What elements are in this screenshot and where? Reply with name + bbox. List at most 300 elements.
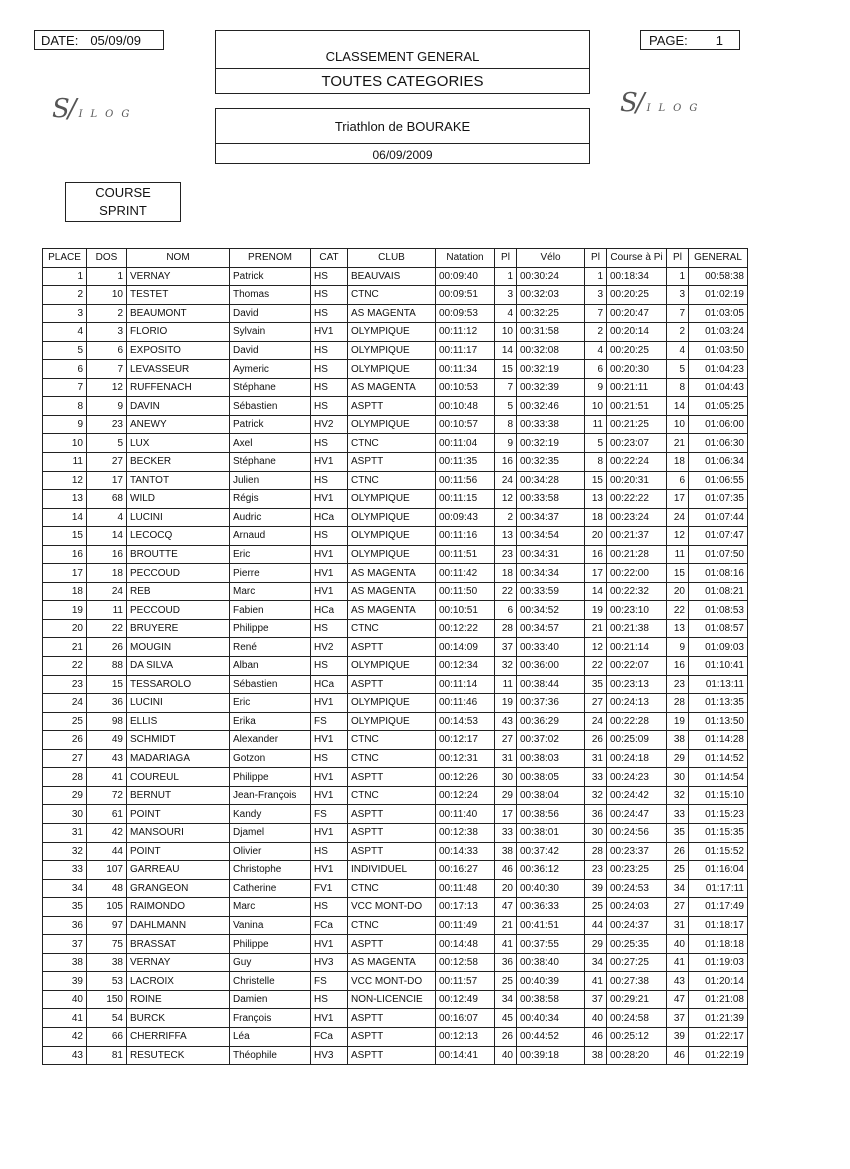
cell-natation: 00:09:43 bbox=[436, 508, 495, 527]
cell-pl-course: 8 bbox=[667, 378, 689, 397]
cell-prenom: Guy bbox=[230, 953, 311, 972]
cell-pl-natation: 19 bbox=[495, 694, 517, 713]
column-header-velo: Vélo bbox=[517, 249, 585, 268]
cell-place: 18 bbox=[43, 582, 87, 601]
cell-place: 7 bbox=[43, 378, 87, 397]
cell-nom: MOUGIN bbox=[127, 638, 230, 657]
cell-natation: 00:12:22 bbox=[436, 619, 495, 638]
cell-pl-natation: 27 bbox=[495, 731, 517, 750]
cell-place: 5 bbox=[43, 341, 87, 360]
cell-velo: 00:37:36 bbox=[517, 694, 585, 713]
cell-course: 00:23:10 bbox=[607, 601, 667, 620]
cell-place: 6 bbox=[43, 360, 87, 379]
cell-general: 01:03:24 bbox=[689, 323, 748, 342]
cell-pl-course: 2 bbox=[667, 323, 689, 342]
cell-velo: 00:38:40 bbox=[517, 953, 585, 972]
cell-club: OLYMPIQUE bbox=[348, 341, 436, 360]
cell-pl-course: 6 bbox=[667, 471, 689, 490]
cell-pl-natation: 28 bbox=[495, 619, 517, 638]
cell-pl-course: 23 bbox=[667, 675, 689, 694]
cell-natation: 00:11:14 bbox=[436, 675, 495, 694]
cell-prenom: Fabien bbox=[230, 601, 311, 620]
cell-place: 33 bbox=[43, 861, 87, 880]
cell-velo: 00:37:55 bbox=[517, 935, 585, 954]
cell-place: 14 bbox=[43, 508, 87, 527]
cell-pl-natation: 12 bbox=[495, 490, 517, 509]
cell-prenom: Patrick bbox=[230, 415, 311, 434]
cell-pl-course: 47 bbox=[667, 990, 689, 1009]
cell-cat: FS bbox=[311, 805, 348, 824]
column-header-place: PLACE bbox=[43, 249, 87, 268]
cell-prenom: Philippe bbox=[230, 619, 311, 638]
table-row bbox=[43, 1009, 748, 1028]
cell-natation: 00:14:09 bbox=[436, 638, 495, 657]
cell-prenom: Patrick bbox=[230, 267, 311, 286]
cell-nom: POINT bbox=[127, 842, 230, 861]
cell-dos: 10 bbox=[87, 286, 127, 305]
cell-place: 30 bbox=[43, 805, 87, 824]
cell-natation: 00:16:07 bbox=[436, 1009, 495, 1028]
cell-pl-course: 26 bbox=[667, 842, 689, 861]
cell-nom: BURCK bbox=[127, 1009, 230, 1028]
cell-course: 00:27:25 bbox=[607, 953, 667, 972]
cell-prenom: René bbox=[230, 638, 311, 657]
cell-club: AS MAGENTA bbox=[348, 601, 436, 620]
table-row bbox=[43, 805, 748, 824]
cell-nom: DAVIN bbox=[127, 397, 230, 416]
cell-general: 01:08:53 bbox=[689, 601, 748, 620]
cell-dos: 24 bbox=[87, 582, 127, 601]
cell-course: 00:27:38 bbox=[607, 972, 667, 991]
cell-pl-natation: 7 bbox=[495, 378, 517, 397]
cell-velo: 00:40:34 bbox=[517, 1009, 585, 1028]
cell-club: OLYMPIQUE bbox=[348, 694, 436, 713]
table-row bbox=[43, 434, 748, 453]
column-header-club: CLUB bbox=[348, 249, 436, 268]
cell-general: 01:22:19 bbox=[689, 1046, 748, 1065]
cell-club: ASPTT bbox=[348, 638, 436, 657]
cell-natation: 00:14:33 bbox=[436, 842, 495, 861]
cell-pl-course: 5 bbox=[667, 360, 689, 379]
cell-dos: 88 bbox=[87, 657, 127, 676]
cell-nom: POINT bbox=[127, 805, 230, 824]
cell-pl-natation: 3 bbox=[495, 286, 517, 305]
cell-natation: 00:11:15 bbox=[436, 490, 495, 509]
cell-club: CTNC bbox=[348, 786, 436, 805]
cell-club: NON-LICENCIE bbox=[348, 990, 436, 1009]
course-box bbox=[65, 182, 181, 222]
cell-pl-natation: 21 bbox=[495, 916, 517, 935]
cell-prenom: Jean-François bbox=[230, 786, 311, 805]
cell-natation: 00:16:27 bbox=[436, 861, 495, 880]
cell-club: OLYMPIQUE bbox=[348, 527, 436, 546]
cell-general: 01:15:35 bbox=[689, 823, 748, 842]
cell-pl-natation: 34 bbox=[495, 990, 517, 1009]
page-title: CLASSEMENT GENERAL bbox=[216, 31, 589, 69]
cell-general: 01:07:35 bbox=[689, 490, 748, 509]
cell-pl-course: 30 bbox=[667, 768, 689, 787]
cell-place: 36 bbox=[43, 916, 87, 935]
cell-club: OLYMPIQUE bbox=[348, 490, 436, 509]
page-box bbox=[640, 30, 740, 50]
event-date: 06/09/2009 bbox=[372, 147, 433, 162]
cell-course: 00:24:47 bbox=[607, 805, 667, 824]
table-row bbox=[43, 415, 748, 434]
cell-prenom: Régis bbox=[230, 490, 311, 509]
cell-pl-velo: 19 bbox=[585, 601, 607, 620]
cell-general: 01:06:30 bbox=[689, 434, 748, 453]
cell-pl-course: 14 bbox=[667, 397, 689, 416]
cell-pl-velo: 10 bbox=[585, 397, 607, 416]
table-body bbox=[43, 267, 748, 1065]
cell-place: 3 bbox=[43, 304, 87, 323]
cell-place: 40 bbox=[43, 990, 87, 1009]
table-row bbox=[43, 471, 748, 490]
cell-cat: HV1 bbox=[311, 694, 348, 713]
cell-pl-natation: 40 bbox=[495, 1046, 517, 1065]
cell-place: 17 bbox=[43, 564, 87, 583]
cell-place: 12 bbox=[43, 471, 87, 490]
cell-club: AS MAGENTA bbox=[348, 582, 436, 601]
cell-natation: 00:12:17 bbox=[436, 731, 495, 750]
cell-club: CTNC bbox=[348, 434, 436, 453]
cell-pl-natation: 24 bbox=[495, 471, 517, 490]
cell-nom: VERNAY bbox=[127, 953, 230, 972]
cell-pl-course: 21 bbox=[667, 434, 689, 453]
cell-place: 28 bbox=[43, 768, 87, 787]
cell-club: CTNC bbox=[348, 916, 436, 935]
cell-dos: 75 bbox=[87, 935, 127, 954]
cell-dos: 97 bbox=[87, 916, 127, 935]
cell-pl-velo: 30 bbox=[585, 823, 607, 842]
cell-dos: 3 bbox=[87, 323, 127, 342]
cell-cat: HV1 bbox=[311, 490, 348, 509]
cell-dos: 38 bbox=[87, 953, 127, 972]
table-row bbox=[43, 749, 748, 768]
cell-prenom: Théophile bbox=[230, 1046, 311, 1065]
cell-nom: COUREUL bbox=[127, 768, 230, 787]
table-row bbox=[43, 638, 748, 657]
cell-club: OLYMPIQUE bbox=[348, 323, 436, 342]
cell-course: 00:21:25 bbox=[607, 415, 667, 434]
cell-natation: 00:12:26 bbox=[436, 768, 495, 787]
cell-place: 35 bbox=[43, 898, 87, 917]
cell-natation: 00:11:04 bbox=[436, 434, 495, 453]
cell-dos: 42 bbox=[87, 823, 127, 842]
cell-nom: RESUTECK bbox=[127, 1046, 230, 1065]
table-row bbox=[43, 694, 748, 713]
cell-pl-velo: 25 bbox=[585, 898, 607, 917]
cell-natation: 00:11:35 bbox=[436, 453, 495, 472]
table-row bbox=[43, 675, 748, 694]
cell-velo: 00:32:25 bbox=[517, 304, 585, 323]
cell-place: 26 bbox=[43, 731, 87, 750]
cell-pl-velo: 2 bbox=[585, 323, 607, 342]
cell-velo: 00:34:52 bbox=[517, 601, 585, 620]
cell-pl-velo: 39 bbox=[585, 879, 607, 898]
cell-course: 00:21:11 bbox=[607, 378, 667, 397]
cell-course: 00:22:28 bbox=[607, 712, 667, 731]
cell-general: 01:14:52 bbox=[689, 749, 748, 768]
cell-prenom: Kandy bbox=[230, 805, 311, 824]
cell-pl-course: 18 bbox=[667, 453, 689, 472]
cell-course: 00:22:24 bbox=[607, 453, 667, 472]
cell-velo: 00:39:18 bbox=[517, 1046, 585, 1065]
cell-pl-natation: 33 bbox=[495, 823, 517, 842]
cell-velo: 00:38:44 bbox=[517, 675, 585, 694]
table-row bbox=[43, 935, 748, 954]
cell-prenom: Christelle bbox=[230, 972, 311, 991]
cell-general: 01:08:21 bbox=[689, 582, 748, 601]
cell-dos: 44 bbox=[87, 842, 127, 861]
cell-velo: 00:36:12 bbox=[517, 861, 585, 880]
column-header-pl-course: Pl bbox=[667, 249, 689, 268]
cell-dos: 49 bbox=[87, 731, 127, 750]
cell-cat: FCa bbox=[311, 916, 348, 935]
cell-prenom: Eric bbox=[230, 694, 311, 713]
cell-natation: 00:09:53 bbox=[436, 304, 495, 323]
cell-place: 8 bbox=[43, 397, 87, 416]
cell-velo: 00:34:54 bbox=[517, 527, 585, 546]
cell-course: 00:23:24 bbox=[607, 508, 667, 527]
cell-course: 00:18:34 bbox=[607, 267, 667, 286]
cell-natation: 00:12:38 bbox=[436, 823, 495, 842]
cell-course: 00:24:56 bbox=[607, 823, 667, 842]
cell-course: 00:23:07 bbox=[607, 434, 667, 453]
cell-pl-course: 9 bbox=[667, 638, 689, 657]
cell-pl-course: 31 bbox=[667, 916, 689, 935]
cell-dos: 43 bbox=[87, 749, 127, 768]
cell-place: 24 bbox=[43, 694, 87, 713]
cell-dos: 61 bbox=[87, 805, 127, 824]
cell-pl-course: 19 bbox=[667, 712, 689, 731]
cell-pl-course: 38 bbox=[667, 731, 689, 750]
cell-cat: HS bbox=[311, 304, 348, 323]
table-row bbox=[43, 786, 748, 805]
cell-general: 01:22:17 bbox=[689, 1027, 748, 1046]
cell-nom: LEVASSEUR bbox=[127, 360, 230, 379]
cell-natation: 00:11:42 bbox=[436, 564, 495, 583]
cell-pl-course: 35 bbox=[667, 823, 689, 842]
cell-pl-course: 32 bbox=[667, 786, 689, 805]
table-row bbox=[43, 601, 748, 620]
cell-club: ASPTT bbox=[348, 768, 436, 787]
cell-course: 00:22:07 bbox=[607, 657, 667, 676]
cell-general: 01:15:23 bbox=[689, 805, 748, 824]
cell-prenom: Sylvain bbox=[230, 323, 311, 342]
cell-cat: HCa bbox=[311, 675, 348, 694]
cell-dos: 6 bbox=[87, 341, 127, 360]
table-row bbox=[43, 527, 748, 546]
cell-club: ASPTT bbox=[348, 805, 436, 824]
cell-pl-velo: 20 bbox=[585, 527, 607, 546]
cell-natation: 00:11:50 bbox=[436, 582, 495, 601]
cell-place: 34 bbox=[43, 879, 87, 898]
cell-natation: 00:11:57 bbox=[436, 972, 495, 991]
cell-cat: HS bbox=[311, 434, 348, 453]
column-header-pl-velo: Pl bbox=[585, 249, 607, 268]
cell-place: 27 bbox=[43, 749, 87, 768]
cell-cat: HV1 bbox=[311, 323, 348, 342]
cell-course: 00:23:13 bbox=[607, 675, 667, 694]
cell-pl-velo: 9 bbox=[585, 378, 607, 397]
cell-cat: HS bbox=[311, 898, 348, 917]
cell-velo: 00:38:03 bbox=[517, 749, 585, 768]
cell-pl-natation: 37 bbox=[495, 638, 517, 657]
cell-velo: 00:34:37 bbox=[517, 508, 585, 527]
cell-dos: 11 bbox=[87, 601, 127, 620]
cell-velo: 00:38:58 bbox=[517, 990, 585, 1009]
cell-velo: 00:31:58 bbox=[517, 323, 585, 342]
cell-course: 00:24:53 bbox=[607, 879, 667, 898]
cell-dos: 68 bbox=[87, 490, 127, 509]
table-row bbox=[43, 898, 748, 917]
cell-pl-velo: 17 bbox=[585, 564, 607, 583]
cell-prenom: David bbox=[230, 304, 311, 323]
cell-general: 01:20:14 bbox=[689, 972, 748, 991]
cell-prenom: Pierre bbox=[230, 564, 311, 583]
cell-club: ASPTT bbox=[348, 935, 436, 954]
cell-pl-natation: 13 bbox=[495, 527, 517, 546]
cell-nom: FLORIO bbox=[127, 323, 230, 342]
cell-course: 00:24:58 bbox=[607, 1009, 667, 1028]
cell-place: 43 bbox=[43, 1046, 87, 1065]
table-row bbox=[43, 842, 748, 861]
cell-natation: 00:12:13 bbox=[436, 1027, 495, 1046]
cell-pl-natation: 20 bbox=[495, 879, 517, 898]
cell-prenom: Philippe bbox=[230, 935, 311, 954]
cell-pl-velo: 32 bbox=[585, 786, 607, 805]
cell-general: 01:13:50 bbox=[689, 712, 748, 731]
cell-dos: 1 bbox=[87, 267, 127, 286]
cell-pl-course: 15 bbox=[667, 564, 689, 583]
cell-prenom: Audric bbox=[230, 508, 311, 527]
cell-pl-natation: 16 bbox=[495, 453, 517, 472]
cell-velo: 00:37:02 bbox=[517, 731, 585, 750]
cell-pl-velo: 3 bbox=[585, 286, 607, 305]
cell-natation: 00:11:12 bbox=[436, 323, 495, 342]
cell-general: 01:06:34 bbox=[689, 453, 748, 472]
cell-pl-course: 12 bbox=[667, 527, 689, 546]
cell-cat: HS bbox=[311, 267, 348, 286]
cell-club: ASPTT bbox=[348, 675, 436, 694]
cell-nom: LUCINI bbox=[127, 508, 230, 527]
cell-nom: REB bbox=[127, 582, 230, 601]
cell-dos: 81 bbox=[87, 1046, 127, 1065]
cell-course: 00:23:37 bbox=[607, 842, 667, 861]
cell-club: CTNC bbox=[348, 286, 436, 305]
cell-course: 00:25:35 bbox=[607, 935, 667, 954]
cell-pl-velo: 24 bbox=[585, 712, 607, 731]
cell-natation: 00:11:17 bbox=[436, 341, 495, 360]
cell-place: 31 bbox=[43, 823, 87, 842]
cell-velo: 00:32:19 bbox=[517, 360, 585, 379]
cell-dos: 150 bbox=[87, 990, 127, 1009]
cell-course: 00:21:51 bbox=[607, 397, 667, 416]
cell-place: 41 bbox=[43, 1009, 87, 1028]
cell-dos: 26 bbox=[87, 638, 127, 657]
cell-velo: 00:33:38 bbox=[517, 415, 585, 434]
cell-velo: 00:33:59 bbox=[517, 582, 585, 601]
cell-cat: HV3 bbox=[311, 953, 348, 972]
cell-cat: HS bbox=[311, 286, 348, 305]
event-name: Triathlon de BOURAKE bbox=[216, 109, 589, 144]
cell-pl-velo: 29 bbox=[585, 935, 607, 954]
cell-nom: LACROIX bbox=[127, 972, 230, 991]
cell-dos: 16 bbox=[87, 545, 127, 564]
cell-dos: 22 bbox=[87, 619, 127, 638]
cell-pl-natation: 46 bbox=[495, 861, 517, 880]
cell-prenom: Christophe bbox=[230, 861, 311, 880]
cell-nom: MANSOURI bbox=[127, 823, 230, 842]
cell-nom: CHERRIFFA bbox=[127, 1027, 230, 1046]
cell-general: 01:21:39 bbox=[689, 1009, 748, 1028]
cell-cat: HCa bbox=[311, 508, 348, 527]
column-header-dos: DOS bbox=[87, 249, 127, 268]
column-header-nom: NOM bbox=[127, 249, 230, 268]
cell-place: 22 bbox=[43, 657, 87, 676]
cell-pl-natation: 23 bbox=[495, 545, 517, 564]
cell-pl-velo: 22 bbox=[585, 657, 607, 676]
table-row bbox=[43, 879, 748, 898]
cell-dos: 4 bbox=[87, 508, 127, 527]
cell-general: 01:04:43 bbox=[689, 378, 748, 397]
cell-pl-velo: 1 bbox=[585, 267, 607, 286]
cell-cat: HS bbox=[311, 619, 348, 638]
cell-velo: 00:34:31 bbox=[517, 545, 585, 564]
cell-pl-course: 16 bbox=[667, 657, 689, 676]
cell-prenom: Erika bbox=[230, 712, 311, 731]
cell-pl-course: 11 bbox=[667, 545, 689, 564]
cell-dos: 66 bbox=[87, 1027, 127, 1046]
cell-cat: HS bbox=[311, 378, 348, 397]
cell-pl-course: 25 bbox=[667, 861, 689, 880]
cell-prenom: Sébastien bbox=[230, 675, 311, 694]
cell-general: 01:04:23 bbox=[689, 360, 748, 379]
cell-pl-natation: 25 bbox=[495, 972, 517, 991]
cell-velo: 00:40:30 bbox=[517, 879, 585, 898]
cell-pl-velo: 41 bbox=[585, 972, 607, 991]
cell-velo: 00:38:05 bbox=[517, 768, 585, 787]
cell-cat: HV1 bbox=[311, 768, 348, 787]
table-row bbox=[43, 731, 748, 750]
cell-nom: LUCINI bbox=[127, 694, 230, 713]
cell-place: 20 bbox=[43, 619, 87, 638]
cell-velo: 00:32:39 bbox=[517, 378, 585, 397]
cell-pl-velo: 38 bbox=[585, 1046, 607, 1065]
cell-nom: ELLIS bbox=[127, 712, 230, 731]
cell-prenom: Aymeric bbox=[230, 360, 311, 379]
cell-general: 01:07:50 bbox=[689, 545, 748, 564]
cell-general: 01:18:17 bbox=[689, 916, 748, 935]
cell-nom: ROINE bbox=[127, 990, 230, 1009]
cell-dos: 105 bbox=[87, 898, 127, 917]
cell-general: 01:16:04 bbox=[689, 861, 748, 880]
cell-cat: HS bbox=[311, 527, 348, 546]
cell-pl-course: 28 bbox=[667, 694, 689, 713]
cell-general: 01:17:49 bbox=[689, 898, 748, 917]
cell-place: 11 bbox=[43, 453, 87, 472]
table-row bbox=[43, 378, 748, 397]
cell-club: ASPTT bbox=[348, 823, 436, 842]
cell-pl-course: 40 bbox=[667, 935, 689, 954]
cell-pl-course: 7 bbox=[667, 304, 689, 323]
cell-pl-natation: 1 bbox=[495, 267, 517, 286]
cell-pl-course: 22 bbox=[667, 601, 689, 620]
cell-pl-velo: 37 bbox=[585, 990, 607, 1009]
page-label: PAGE: bbox=[649, 32, 688, 48]
cell-course: 00:20:47 bbox=[607, 304, 667, 323]
